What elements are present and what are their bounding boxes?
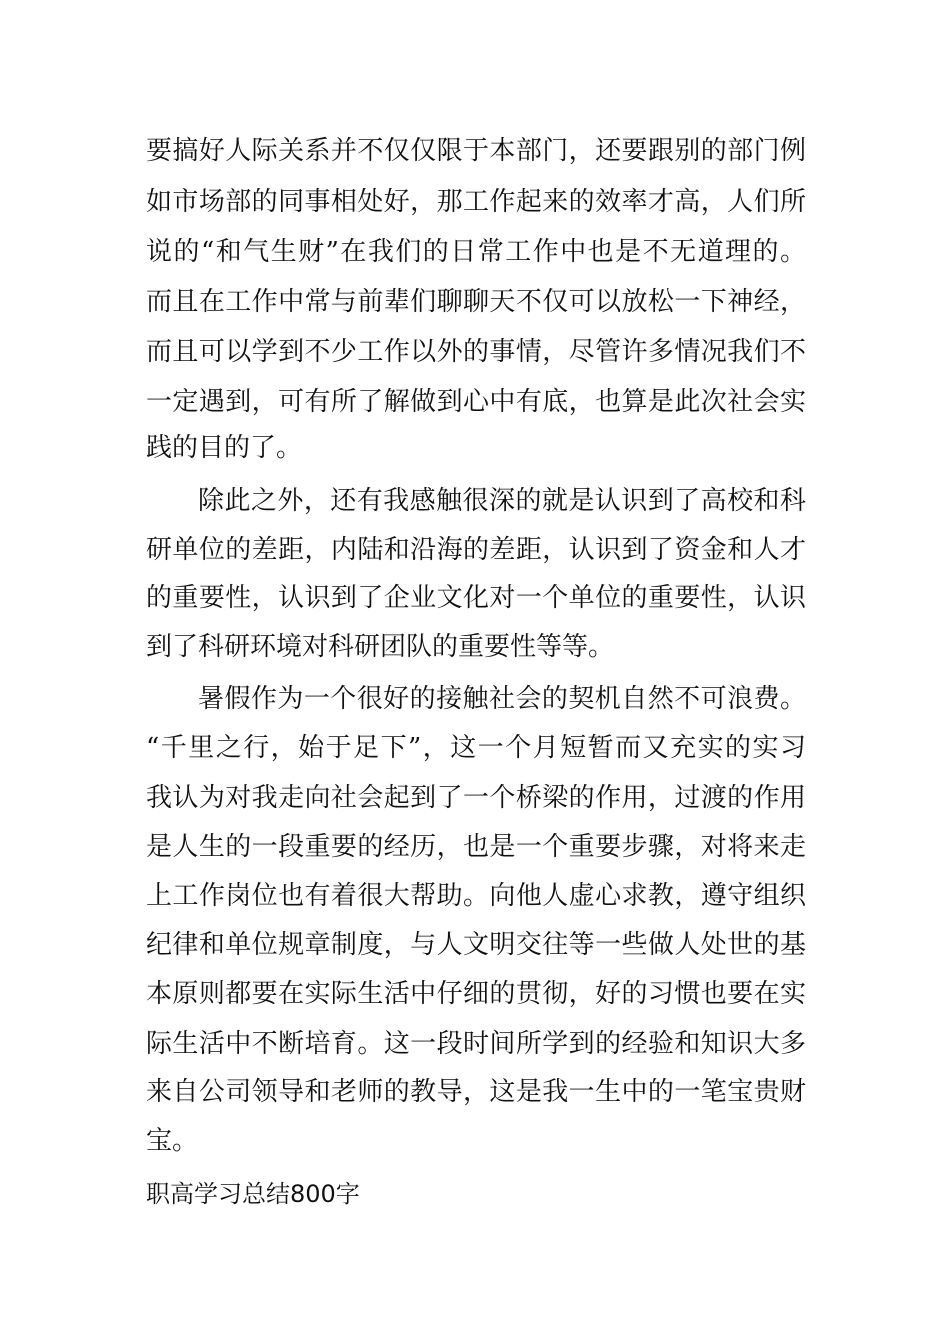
paragraph-1-line-2: 如市场部的同事相处好，那工作起来的效率才高，人们所 [146,187,806,217]
paragraph-2-line-3: 的重要性，认识到了企业文化对一个单位的重要性，认识 [146,583,806,613]
paragraph-3-line-7: 本原则都要在实际生活中仔细的贯彻，好的习惯也要在实 [146,979,806,1009]
paragraph-2-line-1: 除此之外，还有我感触很深的就是认识到了高校和科 [198,486,806,516]
paragraph-3-line-9: 来自公司领导和老师的教导，这是我一生中的一笔宝贵财 [146,1077,806,1107]
paragraph-1-line-6: 一定遇到，可有所了解做到心中有底，也算是此次社会实 [146,387,806,417]
paragraph-3-line-4: 是人生的一段重要的经历，也是一个重要步骤，对将来走 [146,832,806,862]
section-heading: 职高学习总结800字 [146,1180,360,1208]
paragraph-1-line-3: 说的“和气生财”在我们的日常工作中也是不无道理的。 [146,237,806,267]
paragraph-1-line-1: 要搞好人际关系并不仅仅限于本部门，还要跟别的部门例 [146,136,806,166]
paragraph-3-line-6: 纪律和单位规章制度，与人文明交往等一些做人处世的基 [146,930,806,960]
paragraph-3-line-1: 暑假作为一个很好的接触社会的契机自然不可浪费。 [198,684,806,714]
paragraph-2-line-4: 到了科研环境对科研团队的重要性等等。 [146,632,615,662]
paragraph-3-line-3: 我认为对我走向社会起到了一个桥梁的作用，过渡的作用 [146,783,806,813]
paragraph-1-line-4: 而且在工作中常与前辈们聊聊天不仅可以放松一下神经， [146,287,806,317]
paragraph-3-line-5: 上工作岗位也有着很大帮助。向他人虚心求教，遵守组织 [146,881,806,911]
paragraph-1-line-7: 践的目的了。 [146,433,303,463]
paragraph-3-line-8: 际生活中不断培育。这一段时间所学到的经验和知识大多 [146,1029,806,1059]
paragraph-2-line-2: 研单位的差距，内陆和沿海的差距，认识到了资金和人才 [146,535,806,565]
paragraph-3-line-2: “千里之行，始于足下”，这一个月短暂而又充实的实习 [146,733,806,763]
paragraph-1-line-5: 而且可以学到不少工作以外的事情，尽管许多情况我们不 [146,337,806,367]
paragraph-3-line-10: 宝。 [146,1126,199,1156]
